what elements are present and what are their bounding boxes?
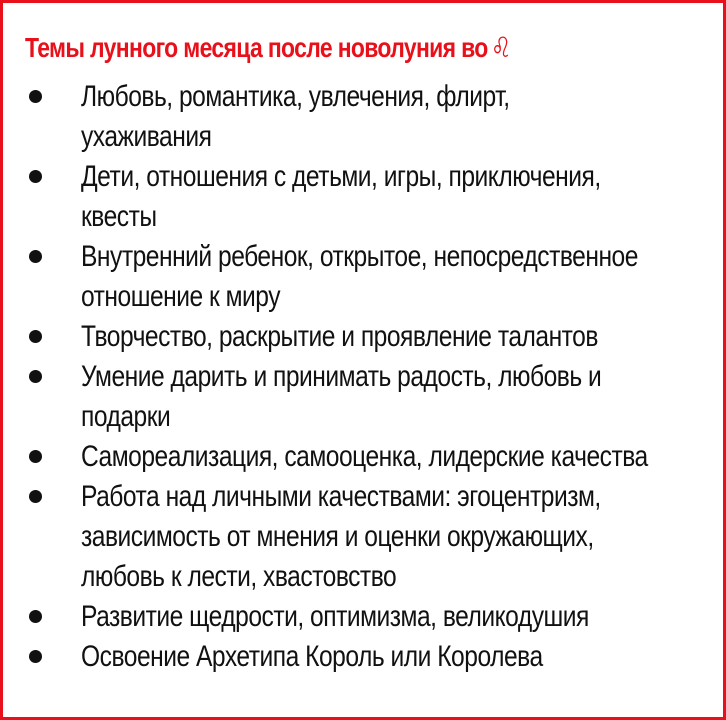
- list-item: [3, 597, 726, 637]
- list-item-line: квесты: [81, 200, 157, 233]
- list-item-text: [81, 77, 721, 157]
- list-item-text: [81, 437, 721, 477]
- list-item: [3, 237, 726, 317]
- bullet-icon: [29, 490, 42, 503]
- list-item-line: Умение дарить и принимать радость, любовь и: [81, 360, 602, 393]
- list-item-line: зависимость от мнения и оценки окружающих,: [81, 520, 594, 553]
- list-item: [3, 77, 726, 157]
- list-item-line: Самореализация, самооценка, лидерские качества: [81, 440, 648, 473]
- bullet-icon: [29, 610, 42, 623]
- list-item-text: [81, 477, 721, 597]
- list-item-line: Освоение Архетипа Король или Королева: [81, 640, 543, 673]
- bullet-icon: [29, 250, 42, 263]
- list-item: [3, 317, 726, 357]
- bullet-icon: [29, 650, 42, 663]
- list-item-line: Внутренний ребенок, открытое, непосредственное: [81, 240, 638, 273]
- list-item: [3, 477, 726, 597]
- list-item-text: [81, 637, 721, 677]
- leo-sign-icon: ♌: [490, 31, 511, 64]
- list-item-line: Творчество, раскрытие и проявление талантов: [81, 320, 598, 353]
- topics-list: [3, 77, 726, 677]
- bullet-icon: [29, 330, 42, 343]
- list-item-line: подарки: [81, 400, 171, 433]
- list-item: [3, 637, 726, 677]
- bullet-icon: [29, 170, 42, 183]
- list-item-text: [81, 237, 721, 317]
- list-item-text: [81, 157, 721, 237]
- list-item-text: [81, 357, 721, 437]
- list-item-line: Развитие щедрости, оптимизма, великодушия: [81, 600, 589, 633]
- list-item: [3, 437, 726, 477]
- list-item-line: Дети, отношения с детьми, игры, приключения,: [81, 160, 601, 193]
- bullet-icon: [29, 370, 42, 383]
- list-item-line: любовь к лести, хвастовство: [81, 560, 397, 593]
- slide-title-text: Темы лунного месяца после новолуния во: [25, 32, 488, 63]
- list-item-line: ухаживания: [81, 120, 212, 153]
- list-item: [3, 157, 726, 237]
- bullet-icon: [29, 450, 42, 463]
- list-item: [3, 357, 726, 437]
- bullet-icon: [29, 90, 42, 103]
- list-item-line: Работа над личными качествами: эгоцентризм,: [81, 480, 601, 513]
- list-item-line: отношение к миру: [81, 280, 281, 313]
- slide-title: [25, 31, 599, 65]
- list-item-line: Любовь, романтика, увлечения, флирт,: [81, 80, 510, 113]
- list-item-text: [81, 317, 721, 357]
- list-item-text: [81, 597, 721, 637]
